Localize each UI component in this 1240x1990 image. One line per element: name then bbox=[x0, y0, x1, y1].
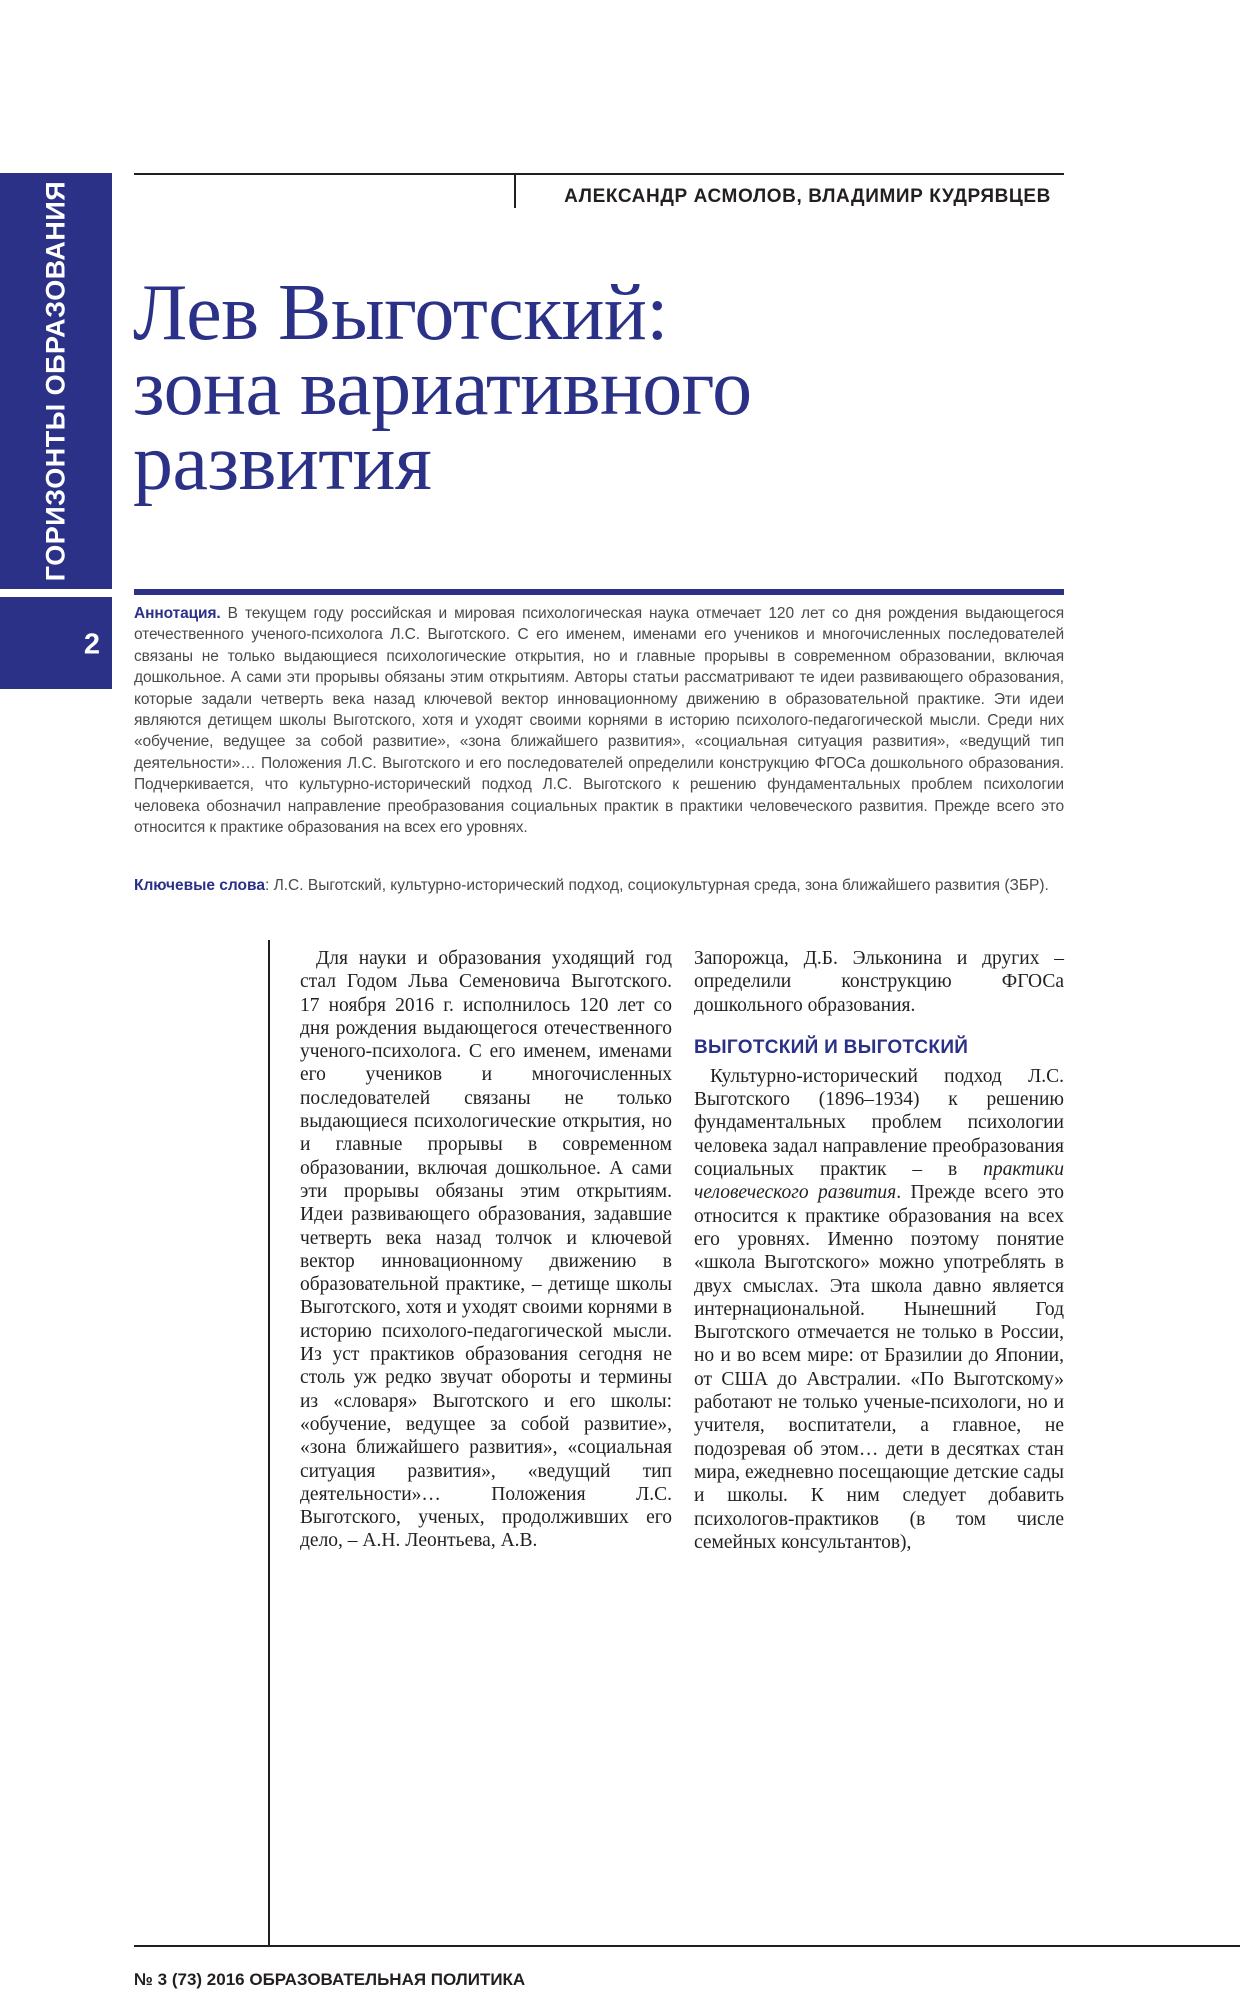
body-column-right bbox=[694, 947, 1064, 1554]
abstract bbox=[134, 603, 1064, 838]
keywords-text: : Л.С. Выготский, культурно-исторический подход, социокультурная среда, зона ближайшего развития (ЗБР). bbox=[264, 877, 1049, 894]
header-rule bbox=[134, 173, 1064, 175]
body-paragraph: Запорожца, Д.Б. Эльконина и других – определили конструкцию ФГОСа дошкольного образования. bbox=[694, 948, 1064, 1016]
title-line: зона вариативного bbox=[133, 344, 752, 432]
body-paragraph: Для науки и образования уходящий год стал Годом Льва Семеновича Выготского. 17 ноября 2016 г. исполнилось 120 лет со дня рождения выдающегося отечественного ученого-психолога. С его именем, именами его учеников и многочисленных последователей связаны не только выдающиеся психологические открытия, но и главные прорывы в современном образовании, включая дошкольное. А сами эти прорывы обязаны этим открытиям. Идеи развивающего образования, задавшие четверть века назад толчок и ключевой вектор инновационному движению в образовательной практике, – детище школы Выготского, хотя и уходят своими корнями в историю психолого-педагогической мысли. Из уст практиков образования сегодня не столь уж редко звучат обороты и термины из «словаря» Выготского и его школы: «обучение, ведущее за собой развитие», «зона ближайшего развития», «социальная ситуация развития», «ведущий тип деятельности»… Положения Л.С. Выготского, ученых, продолживших его дело, – А.Н. Леонтьева, А.В. bbox=[300, 948, 672, 1552]
body-text: . Прежде всего это относится к практике образования на всех его уровнях. Именно поэтому понятие «школа Выготского» можно употреблять в двух смыслах. Эта школа давно является интернациональной. Нынешний Год Выготского отмечается не только в России, но и во всем мире: от Бразилии до Японии, от США до Австралии. «По Выготскому» работают не только ученые-психологи, но и учителя, воспитатели, а главное, не подозревая об этом… дети в десятках стан мира, ежедневно посещающие детские сады и школы. К ним следует добавить психологов-практиков (в том числе семейных консультантов), bbox=[694, 1182, 1065, 1553]
authors: АЛЕКСАНДР АСМОЛОВ, ВЛАДИМИР КУДРЯВЦЕВ bbox=[564, 186, 1051, 207]
keywords bbox=[134, 875, 1064, 896]
abstract-text: В текущем году российская и мировая психологическая наука отмечает 120 лет со дня рождения выдающегося отечественного ученого-психолога Л.С. Выготского. С его именем, именами его учеников и многочисленных последователей связаны не только выдающиеся психологические открытия, но и главные прорывы в современном образовании, включая дошкольное. А сами эти прорывы обязаны этим открытиям. Авторы статьи рассматривают те идеи развивающего образования, которые задали четверть века назад ключевой вектор инновационному движению в образовательной практике. Эти идеи являются детищем школы Выготского, хотя и уходят своими корнями в историю психолого-педагогической мысли. Среди них «обучение, ведущее за собой развитие», «зона ближайшего развития», «социальная ситуация развития», «ведущий тип деятельности»… Положения Л.С. Выготского и его последователей определили конструкцию ФГОСа дошкольного образования. Подчеркивается, что культурно-исторический подход Л.С. Выготского к решению фундаментальных проблем психологии человека обозначил направление преобразования социальных практик в практики человеческого развития. Прежде всего это относится к практике образования на всех его уровнях. bbox=[134, 605, 1064, 837]
title-line: развития bbox=[133, 419, 432, 507]
column-rule bbox=[268, 940, 270, 1945]
body-paragraph bbox=[694, 1065, 1064, 1554]
abstract-rule bbox=[134, 589, 1064, 595]
footer-rule bbox=[134, 1945, 1240, 1947]
title-line: Лев Выготский: bbox=[133, 269, 669, 357]
body-column-left bbox=[300, 947, 672, 1553]
body-text: Культурно-исторический подход Л.С. Выготского (1896–1934) к решению фундаментальных проблем психологии человека задал направление преобразования социальных практик – в bbox=[694, 1065, 1064, 1181]
page-number: 2 bbox=[83, 628, 101, 661]
header-divider bbox=[514, 173, 516, 208]
article-title bbox=[133, 269, 752, 507]
section-label: ГОРИЗОНТЫ ОБРАЗОВАНИЯ bbox=[40, 180, 71, 582]
keywords-label: Ключевые слова bbox=[134, 877, 265, 894]
section-heading: ВЫГОТСКИЙ И ВЫГОТСКИЙ bbox=[694, 1036, 969, 1058]
journal-footer: № 3 (73) 2016 ОБРАЗОВАТЕЛЬНАЯ ПОЛИТИКА bbox=[134, 1970, 526, 1989]
emphasis-text: практики человеческого развития bbox=[694, 1159, 1064, 1204]
abstract-label: Аннотация. bbox=[134, 605, 221, 622]
